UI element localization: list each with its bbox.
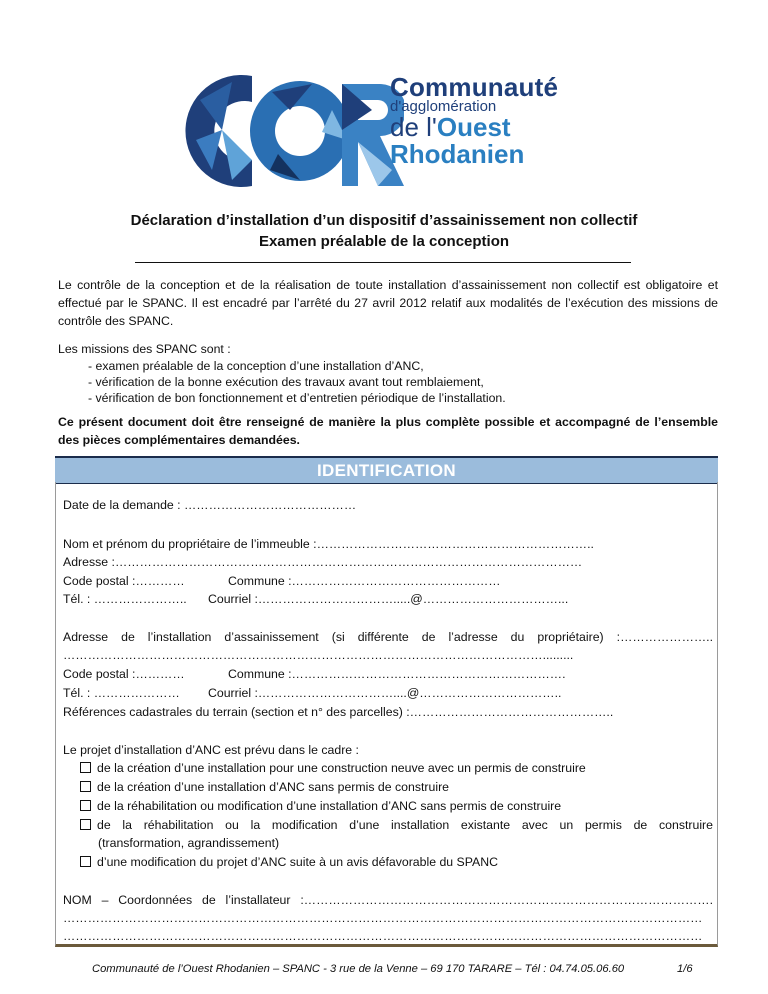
checkbox-icon[interactable]: [80, 819, 91, 830]
missions-heading: Les missions des SPANC sont :: [58, 342, 231, 356]
section-header: [55, 456, 718, 484]
owner-address-field[interactable]: Adresse :……………………………………………………………………………………………………: [63, 555, 583, 569]
logo-mark: [182, 70, 404, 192]
install-phone-field[interactable]: Tél. : …………………: [63, 686, 180, 700]
mission-item: - examen préalable de la conception d’une installation d’ANC,: [88, 358, 506, 374]
logo-text-rhodanien: Rhodanien: [390, 139, 525, 169]
checkbox-icon[interactable]: [80, 762, 91, 773]
document-title: Déclaration d’installation d’un dispositif d’assainissement non collectif: [130, 212, 638, 229]
owner-email-field[interactable]: Courriel :…………………………….....@……………………………...: [208, 592, 569, 606]
checkbox-item[interactable]: de la création d’une installation pour une construction neuve avec un permis de construire: [80, 761, 586, 775]
installer-continuation-1[interactable]: …………………………………………………………………………………………………………………………………………: [63, 911, 703, 925]
document-subtitle: Examen préalable de la conception: [258, 233, 510, 250]
checkbox-icon[interactable]: [80, 781, 91, 792]
checkbox-icon[interactable]: [80, 800, 91, 811]
intro-paragraph: Le contrôle de la conception et de la réalisation de toute installation d’assainissement non collectif est obligatoire et effectué par le SPANC. Il est encadré par l’arrêté du 27 avril 2012 relatif aux modalités de l’exécution des missions de contrôle des SPANC.: [58, 278, 718, 328]
checkbox-item[interactable]: de la création d’une installation d’ANC sans permis de construire: [80, 780, 449, 794]
page-number: 1/6: [677, 963, 693, 975]
mission-item: - vérification de la bonne exécution des travaux avant tout remblaiement,: [88, 374, 506, 390]
logo-text-agglomeration: d'agglomération: [390, 98, 497, 115]
checkbox-item[interactable]: de la réhabilitation ou modification d’une installation d’ANC sans permis de construire: [80, 799, 561, 813]
request-date-field[interactable]: Date de la demande : ……………………………………: [63, 498, 357, 512]
project-intro: Le projet d’installation d’ANC est prévu dans le cadre :: [63, 743, 359, 757]
install-address-continuation[interactable]: ……………………………………………………………………………………………………….........: [63, 648, 574, 662]
installer-field[interactable]: NOM – Coordonnées de l’installateur :……………………………………………………………………………………….: [63, 893, 713, 907]
title-divider: [135, 262, 631, 263]
cadastre-field[interactable]: Références cadastrales du terrain (section et n° des parcelles) :…………………………………………..: [63, 705, 614, 719]
mission-item: - vérification de bon fonctionnement et d’entretien périodique de l’installation.: [88, 390, 506, 406]
missions-list: [88, 358, 506, 406]
owner-postal-code-field[interactable]: Code postal :…………: [63, 574, 185, 588]
owner-phone-field[interactable]: Tél. : …………………..: [63, 592, 187, 606]
page-footer: Communauté de l’Ouest Rhodanien – SPANC - 3 rue de la Venne – 69 170 TARARE – Tél : 04.74.05.06.60: [92, 963, 625, 975]
section-title: IDENTIFICATION: [317, 461, 456, 480]
logo-text-ouest: de l'Ouest: [390, 112, 511, 142]
checkbox-item-continuation: (transformation, agrandissement): [98, 836, 280, 850]
owner-name-field[interactable]: Nom et prénom du propriétaire de l’immeuble :…………………………………………………………..: [63, 537, 594, 551]
install-email-field[interactable]: Courriel :……………………………....@……………………………..: [208, 686, 562, 700]
logo-text-communaute: Communauté: [390, 72, 559, 102]
checkbox-item[interactable]: d’une modification du projet d’ANC suite à un avis défavorable du SPANC: [80, 855, 498, 869]
checkbox-item[interactable]: de la réhabilitation ou la modification d’une installation existante avec un permis de construire: [80, 818, 713, 832]
install-address-field[interactable]: Adresse de l’installation d’assainissement (si différente de l’adresse du propriétaire) :…………………..: [63, 630, 713, 644]
install-postal-code-field[interactable]: Code postal :…………: [63, 667, 185, 681]
install-commune-field[interactable]: Commune :………………………………………………………….: [228, 667, 566, 681]
warning-paragraph: Ce présent document doit être renseigné de manière la plus complète possible et accompagné de l’ensemble des pièces complémentaires demandées.: [58, 415, 718, 447]
installer-continuation-2[interactable]: …………………………………………………………………………………………………………………………………………: [63, 929, 703, 943]
owner-commune-field[interactable]: Commune :……………………………………………: [228, 574, 501, 588]
checkbox-icon[interactable]: [80, 856, 91, 867]
